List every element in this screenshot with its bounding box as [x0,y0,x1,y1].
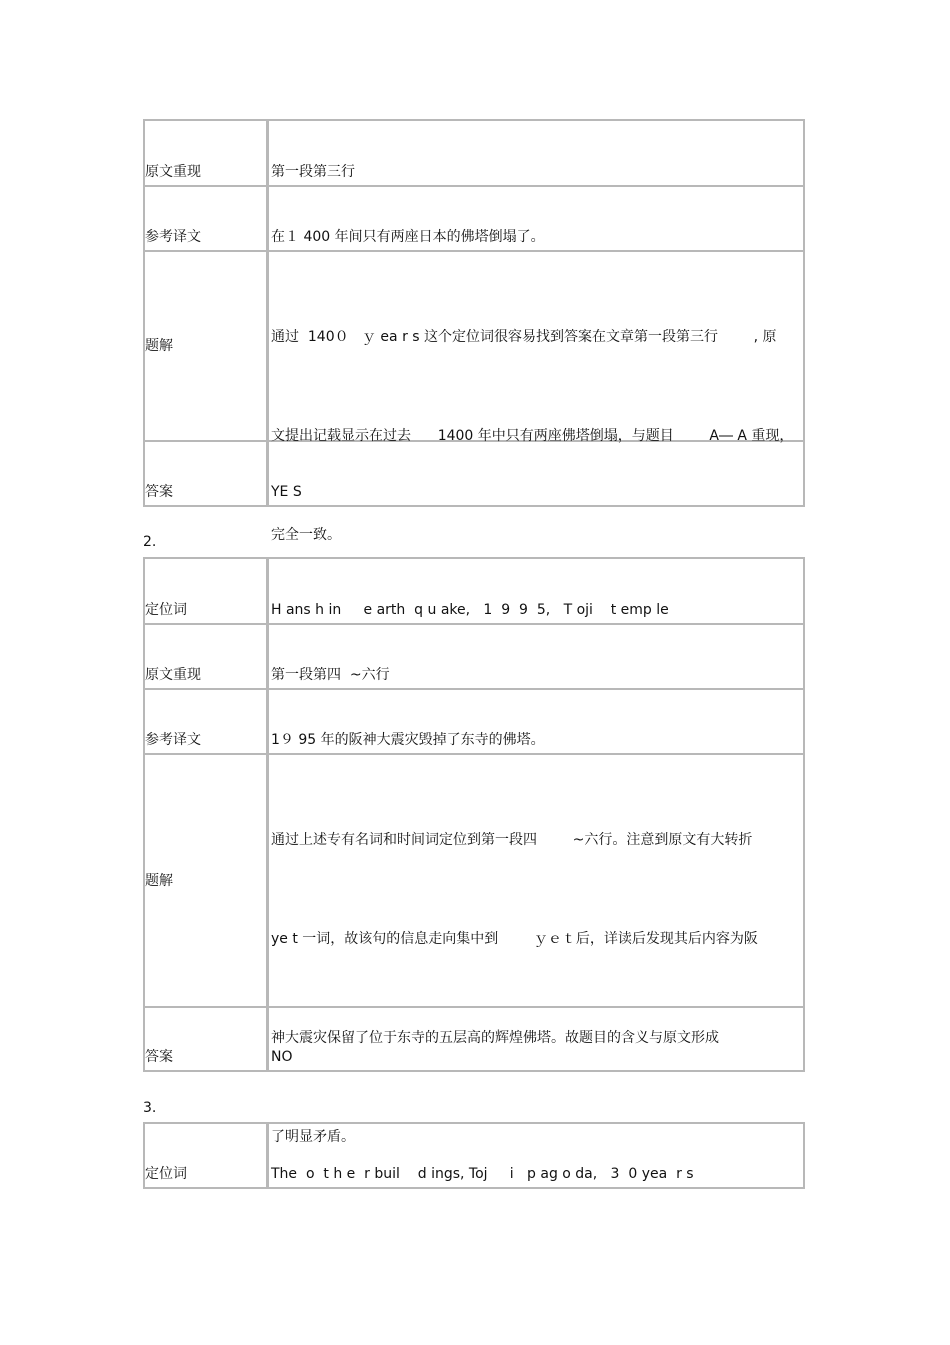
row-label: 原文重现 [145,121,269,185]
row-label: 题解 [145,755,269,1006]
row-value: YE S [271,484,302,500]
table-block-3 [143,1122,805,1189]
row-label: 参考译文 [145,187,269,250]
table-row [145,688,803,753]
row-value: 1９ 95 年的阪神大震灾毁掉了东寺的佛塔。 [271,732,545,748]
row-value: NO [271,1049,293,1065]
table-block-1 [143,119,805,543]
row-label: 定位词 [145,1124,269,1187]
item-number: 3. [143,1100,157,1116]
table-row [145,185,803,250]
table-row [145,121,803,185]
row-value: 在１ 400 年间只有两座日本的佛塔倒塌了。 [271,229,545,245]
row-value: 第一段第三行 [271,164,355,180]
table-row [145,623,803,688]
row-value: The o t h e r buil d ings, Toj i p ag o da, 3 0 yea r s [271,1166,694,1182]
table-block-2 [143,557,805,1145]
table-row [145,559,803,623]
row-value: 第一段第四 ~六行 [271,667,390,683]
text-line: 文提出记载显示在过去 1400 年中只有两座佛塔倒塌，与题目 A― A 重现， [271,428,794,444]
item-number: 2. [143,534,157,550]
text-line: 了明显矛盾。 [271,1129,355,1145]
text-line: 通过 140０ ｙ ea r s 这个定位词很容易找到答案在文章第一段第三行 , 原 [271,329,777,345]
text-line: ye t 一词，故该句的信息走向集中到 ｙｅｔ后，详读后发现其后内容为阪 [271,931,758,947]
table-row [145,1124,803,1187]
row-label: 参考译文 [145,690,269,753]
row-label: 答案 [145,442,269,505]
row-label: 定位词 [145,559,269,623]
row-label: 答案 [145,1008,269,1070]
text-line: 通过上述专有名词和时间词定位到第一段四 ~六行。注意到原文有大转折 [271,832,753,848]
row-label: 原文重现 [145,625,269,688]
text-line: 神大震灾保留了位于东寺的五层高的辉煌佛塔。故题目的含义与原文形成 [271,1030,719,1046]
row-value: H ans h in e arth q u ake, 1 9 9 5, T oji t emp le [271,602,669,618]
table-row [145,440,803,505]
row-label: 题解 [145,252,269,440]
table-row [145,1006,803,1070]
text-line: 完全一致。 [271,527,341,543]
